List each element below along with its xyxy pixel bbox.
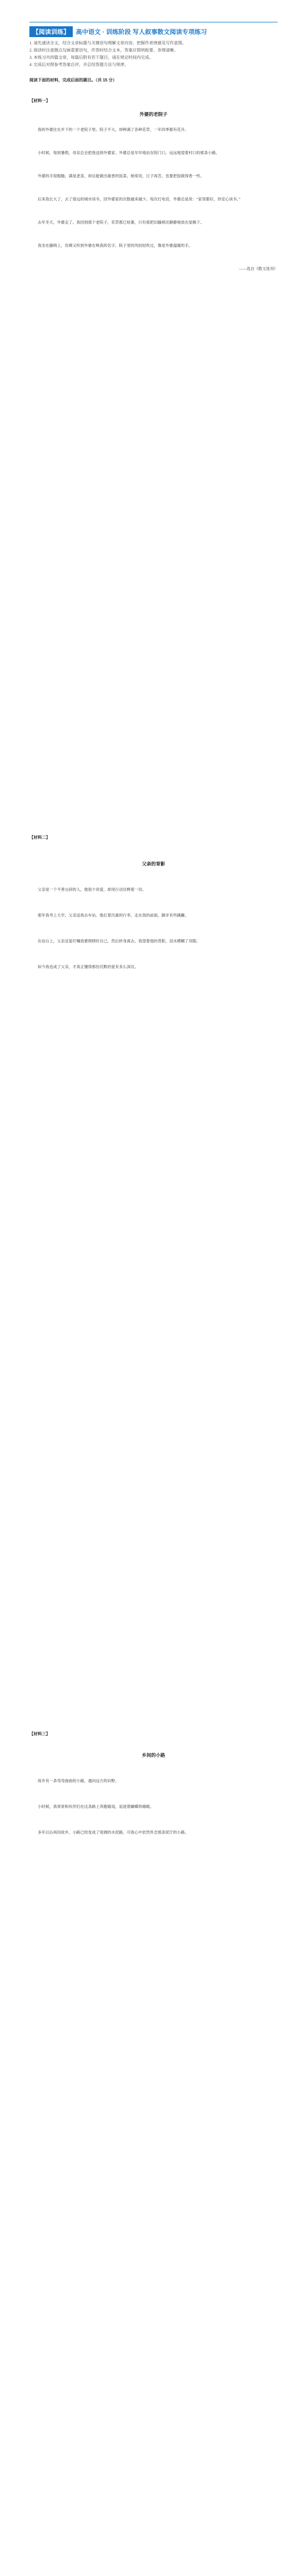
paragraph: 去年冬天，外婆走了。我回到那个老院子，花草都已枯萎，只有那把旧藤椅还静静地放在屋檐下。 bbox=[38, 220, 204, 225]
article-title: 父亲的背影 bbox=[141, 861, 165, 867]
header-rule bbox=[29, 22, 278, 23]
paragraph: 那年我考上大学，父亲送我去车站。他扛着沉重的行李，走在我的前面，脚步有些蹒跚。 bbox=[38, 913, 189, 918]
article-title: 乡间的小路 bbox=[141, 1753, 165, 1758]
paragraph: 后来我长大了，去了很远的城市读书，回外婆家的次数越来越少。每次打电话，外婆总是说：“家里都好，你安心读书。” bbox=[38, 197, 240, 201]
paragraph: 小时候，每到暑假，母亲总会把我送到外婆家。外婆总是早早地站在院门口，远远地望着村口的那条小路。 bbox=[38, 150, 220, 155]
paragraph: 外婆的手很粗糙，满是老茧，却总能做出最香的饭菜。她常说，日子再苦，也要把饭做得香一些。 bbox=[38, 174, 204, 178]
document-title: 高中语文 · 训练阶段 写人叙事散文阅读专项练习 bbox=[76, 28, 207, 36]
document-header bbox=[29, 26, 278, 37]
note-item: 2. 阅读时注意圈点勾画重要语句，作答时结合文本，答案应简明扼要、条理清晰。 bbox=[29, 48, 178, 53]
paragraph: 多年以后再回故乡，小路已经变成了宽阔的水泥路，可我心中依然怀念那条泥泞的小路。 bbox=[38, 1830, 189, 1835]
paragraph: 如今我也成了父亲，才真正懂得那份沉默的爱有多么深沉。 bbox=[38, 964, 138, 969]
paragraph: 我的外婆住在乡下的一个老院子里。院子不大，却种满了各种花草，一年四季都有花开。 bbox=[38, 127, 189, 132]
task-instruction: 阅读下面的材料，完成后面的题目。（共 15 分） bbox=[29, 78, 117, 82]
paragraph: 在站台上，父亲反复叮嘱我要照顾好自己，然后转身离去。我望着他的背影，泪水模糊了双眼。 bbox=[38, 939, 200, 943]
article-title: 外婆的老院子 bbox=[139, 112, 168, 117]
paragraph: 我坐在藤椅上，仿佛又听到外婆在唤我的名字。院子里的风轻轻吹过，像是外婆温暖的手。 bbox=[38, 243, 192, 248]
note-item: 3. 本练习共四篇文章，每篇后附有若干题目，请在规定时间内完成。 bbox=[29, 55, 153, 60]
note-item: 1. 请先通读全文，结合文章标题与关键语句理解文章内容，把握作者情感及写作意图。 bbox=[29, 41, 186, 45]
section-label: 【材料一】 bbox=[29, 98, 50, 103]
paragraph: 父亲是一个不善言辞的人，他很少说爱，却用行动诠释着一切。 bbox=[38, 887, 146, 892]
note-item: 4. 完成后对照参考答案自评，并总结答题方法与规律。 bbox=[29, 62, 128, 67]
paragraph: 故乡有一条弯弯曲曲的小路，通向远方的田野。 bbox=[38, 1778, 119, 1783]
header-tag: 【阅读训练】 bbox=[29, 26, 73, 37]
paragraph: 小时候，我常常和伙伴们在这条路上奔跑嬉戏，追逐着蝴蝶和蜻蜓。 bbox=[38, 1804, 154, 1809]
section-label: 【材料三】 bbox=[29, 1732, 50, 1736]
section-label: 【材料二】 bbox=[29, 835, 50, 840]
instructions-notes bbox=[29, 40, 278, 69]
source-line: ——选自《散文选刊》 bbox=[239, 266, 278, 271]
